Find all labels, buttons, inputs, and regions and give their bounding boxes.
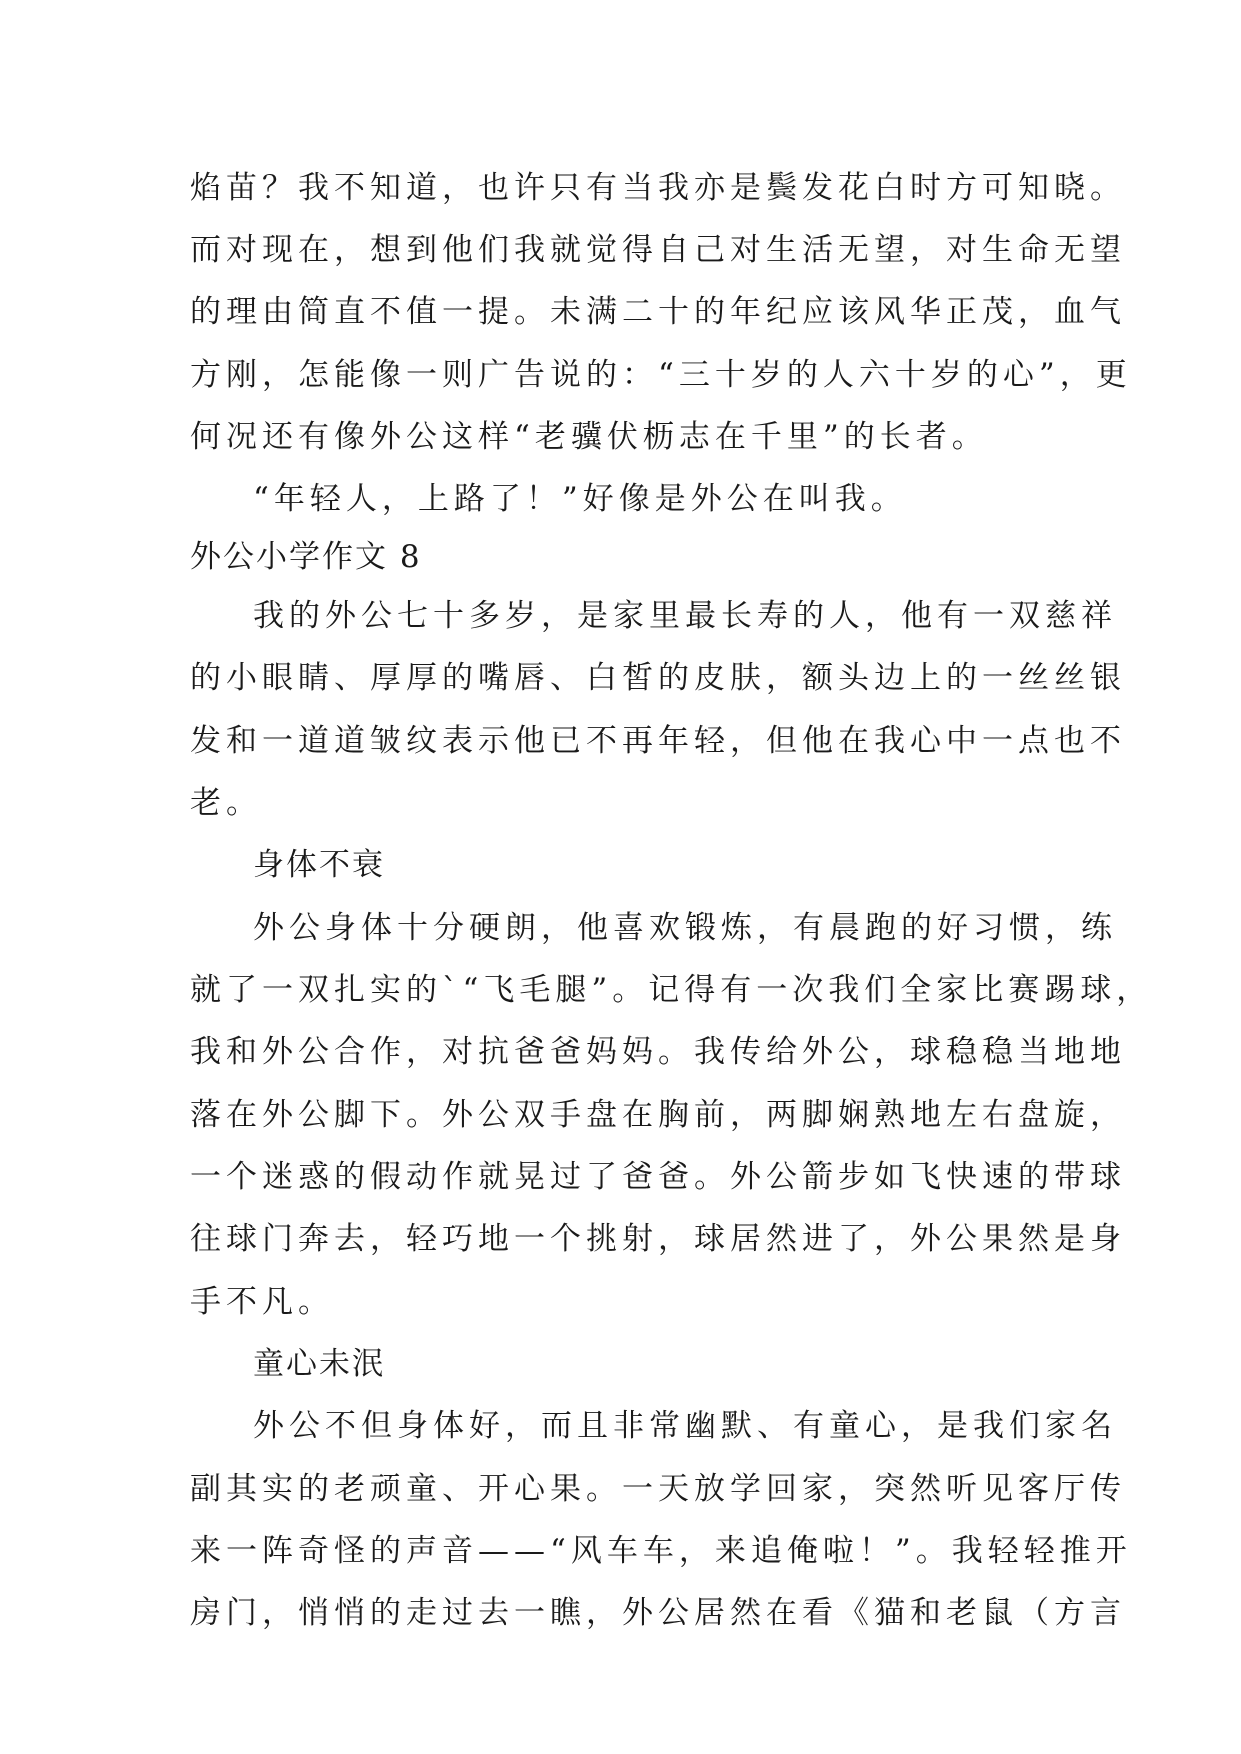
text-line: 来一阵奇怪的声音——“风车车，来追俺啦！”。我轻轻推开 xyxy=(190,1533,1132,1569)
text-line: 的小眼睛、厚厚的嘴唇、白皙的皮肤，额头边上的一丝丝银 xyxy=(190,660,1126,696)
text-line: 而对现在，想到他们我就觉得自己对生活无望，对生命无望 xyxy=(190,232,1126,268)
subheading: 身体不衰 xyxy=(253,847,385,883)
text-line: 焰苗？我不知道，也许只有当我亦是鬓发花白时方可知晓。 xyxy=(190,170,1126,206)
text-line: 副其实的老顽童、开心果。一天放学回家，突然听见客厅传 xyxy=(190,1471,1126,1507)
section-title: 外公小学作文 8 xyxy=(190,539,422,575)
subheading: 童心未泯 xyxy=(253,1346,385,1382)
text-line: 往球门奔去，轻巧地一个挑射，球居然进了，外公果然是身 xyxy=(190,1221,1126,1257)
text-line: 手不凡。 xyxy=(190,1284,334,1320)
text-line: 就了一双扎实的`“飞毛腿”。记得有一次我们全家比赛踢球， xyxy=(190,972,1153,1008)
text-line: 方刚，怎能像一则广告说的：“三十岁的人六十岁的心”，更 xyxy=(190,357,1132,393)
text-line: 我的外公七十多岁，是家里最长寿的人，他有一双慈祥 xyxy=(253,598,1117,634)
text-line: 何况还有像外公这样“老骥伏枥志在千里”的长者。 xyxy=(190,419,988,455)
text-line: 发和一道道皱纹表示他已不再年轻，但他在我心中一点也不 xyxy=(190,723,1126,759)
text-line: 外公身体十分硬朗，他喜欢锻炼，有晨跑的好习惯，练 xyxy=(253,910,1117,946)
text-line: 我和外公合作，对抗爸爸妈妈。我传给外公，球稳稳当地地 xyxy=(190,1034,1126,1070)
text-line: 老。 xyxy=(190,785,262,821)
text-line: 房门，悄悄的走过去一瞧，外公居然在看《猫和老鼠（方言 xyxy=(190,1595,1126,1631)
text-line: 外公不但身体好，而且非常幽默、有童心，是我们家名 xyxy=(253,1408,1117,1444)
text-line: 落在外公脚下。外公双手盘在胸前，两脚娴熟地左右盘旋， xyxy=(190,1097,1126,1133)
text-line: “年轻人，上路了！”好像是外公在叫我。 xyxy=(253,481,907,517)
text-line: 一个迷惑的假动作就晃过了爸爸。外公箭步如飞快速的带球 xyxy=(190,1159,1126,1195)
text-line: 的理由简直不值一提。未满二十的年纪应该风华正茂，血气 xyxy=(190,294,1126,330)
